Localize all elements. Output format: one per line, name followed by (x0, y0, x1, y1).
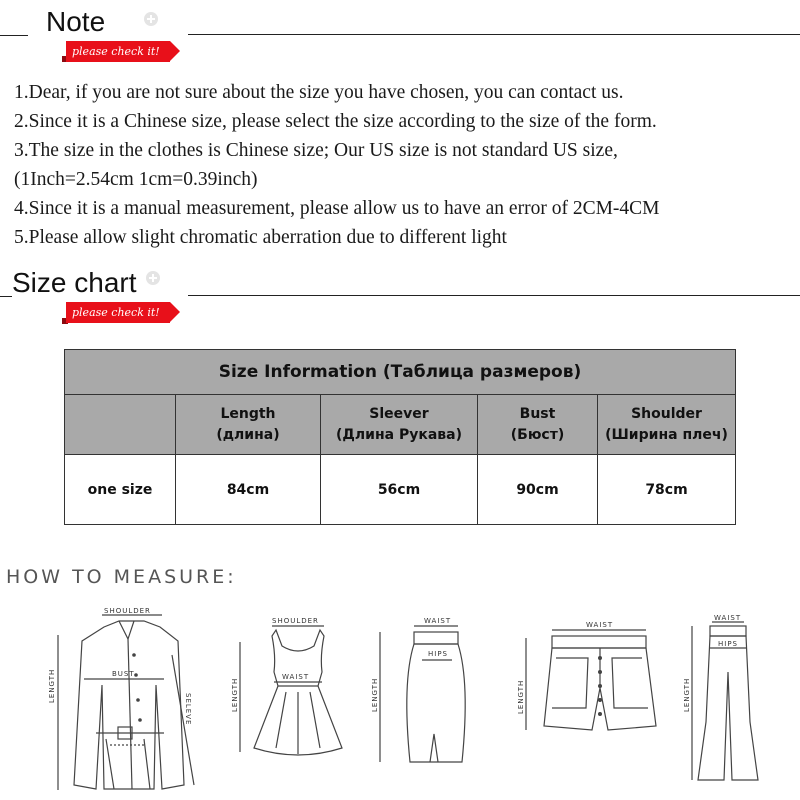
dress-length-label: LENGTH (231, 677, 239, 712)
jacket-length-label: LENGTH (48, 668, 56, 703)
note-badge: please check it! (66, 41, 170, 62)
jacket-bust-label: BUST (112, 670, 135, 678)
row-size-label: one size (65, 455, 176, 525)
table-title: Size Information (Таблица размеров) (65, 350, 736, 395)
notes-list (14, 78, 660, 252)
note-line: 3.The size in the clothes is Chinese size; Our US size is not standard US size, (14, 140, 618, 161)
size-badge: please check it! (66, 302, 170, 323)
cell-sleeve: 56cm (321, 455, 478, 525)
jacket-sleeve-label: SELEVE (184, 693, 192, 726)
skirt-icon (368, 612, 478, 772)
jacket-icon (44, 605, 214, 795)
skirt-hips-label: HIPS (428, 650, 448, 658)
column-header-shoulder: Shoulder (Ширина плеч) (598, 395, 736, 455)
plus-circle-icon (144, 12, 158, 26)
note-line: 1.Dear, if you are not sure about the size you have chosen, you can contact us. (14, 82, 624, 103)
note-rule-right (188, 34, 800, 35)
cell-length: 84cm (176, 455, 321, 525)
column-header-sleeve: Sleever (Длина Рукава) (321, 395, 478, 455)
pants-hips-label: HIPS (718, 640, 738, 648)
column-header-length: Length (длина) (176, 395, 321, 455)
shorts-length-label: LENGTH (517, 679, 525, 714)
dress-shoulder-label: SHOULDER (272, 617, 319, 625)
note-line: 4.Since it is a manual measurement, please allow us to have an error of 2CM-4CM (14, 198, 660, 219)
table-row (65, 455, 736, 525)
dress-icon (228, 612, 348, 762)
note-title: Note (46, 6, 106, 37)
pants-icon (678, 612, 778, 787)
pants-waist-label: WAIST (714, 614, 742, 622)
shorts-waist-label: WAIST (586, 621, 614, 629)
jacket-shoulder-label: SHOULDER (104, 607, 151, 615)
cell-shoulder: 78cm (598, 455, 736, 525)
size-rule-left (0, 296, 12, 297)
cell-bust: 90cm (478, 455, 598, 525)
note-rule-left (0, 35, 28, 36)
dress-waist-label: WAIST (282, 673, 310, 681)
size-rule-right (188, 295, 800, 296)
note-line: (1Inch=2.54cm 1cm=0.39inch) (14, 169, 258, 190)
how-to-measure-title: HOW TO MEASURE: (6, 566, 237, 588)
note-line: 5.Please allow slight chromatic aberration due to different light (14, 227, 507, 248)
skirt-length-label: LENGTH (371, 677, 379, 712)
shorts-icon (512, 618, 672, 738)
table-corner (65, 395, 176, 455)
skirt-waist-label: WAIST (424, 617, 452, 625)
plus-circle-icon (146, 271, 160, 285)
column-header-bust: Bust (Бюст) (478, 395, 598, 455)
note-line: 2.Since it is a Chinese size, please select the size according to the size of the form. (14, 111, 657, 132)
size-chart-title: Size chart (12, 267, 137, 298)
size-table (64, 349, 736, 525)
pants-length-label: LENGTH (683, 677, 691, 712)
